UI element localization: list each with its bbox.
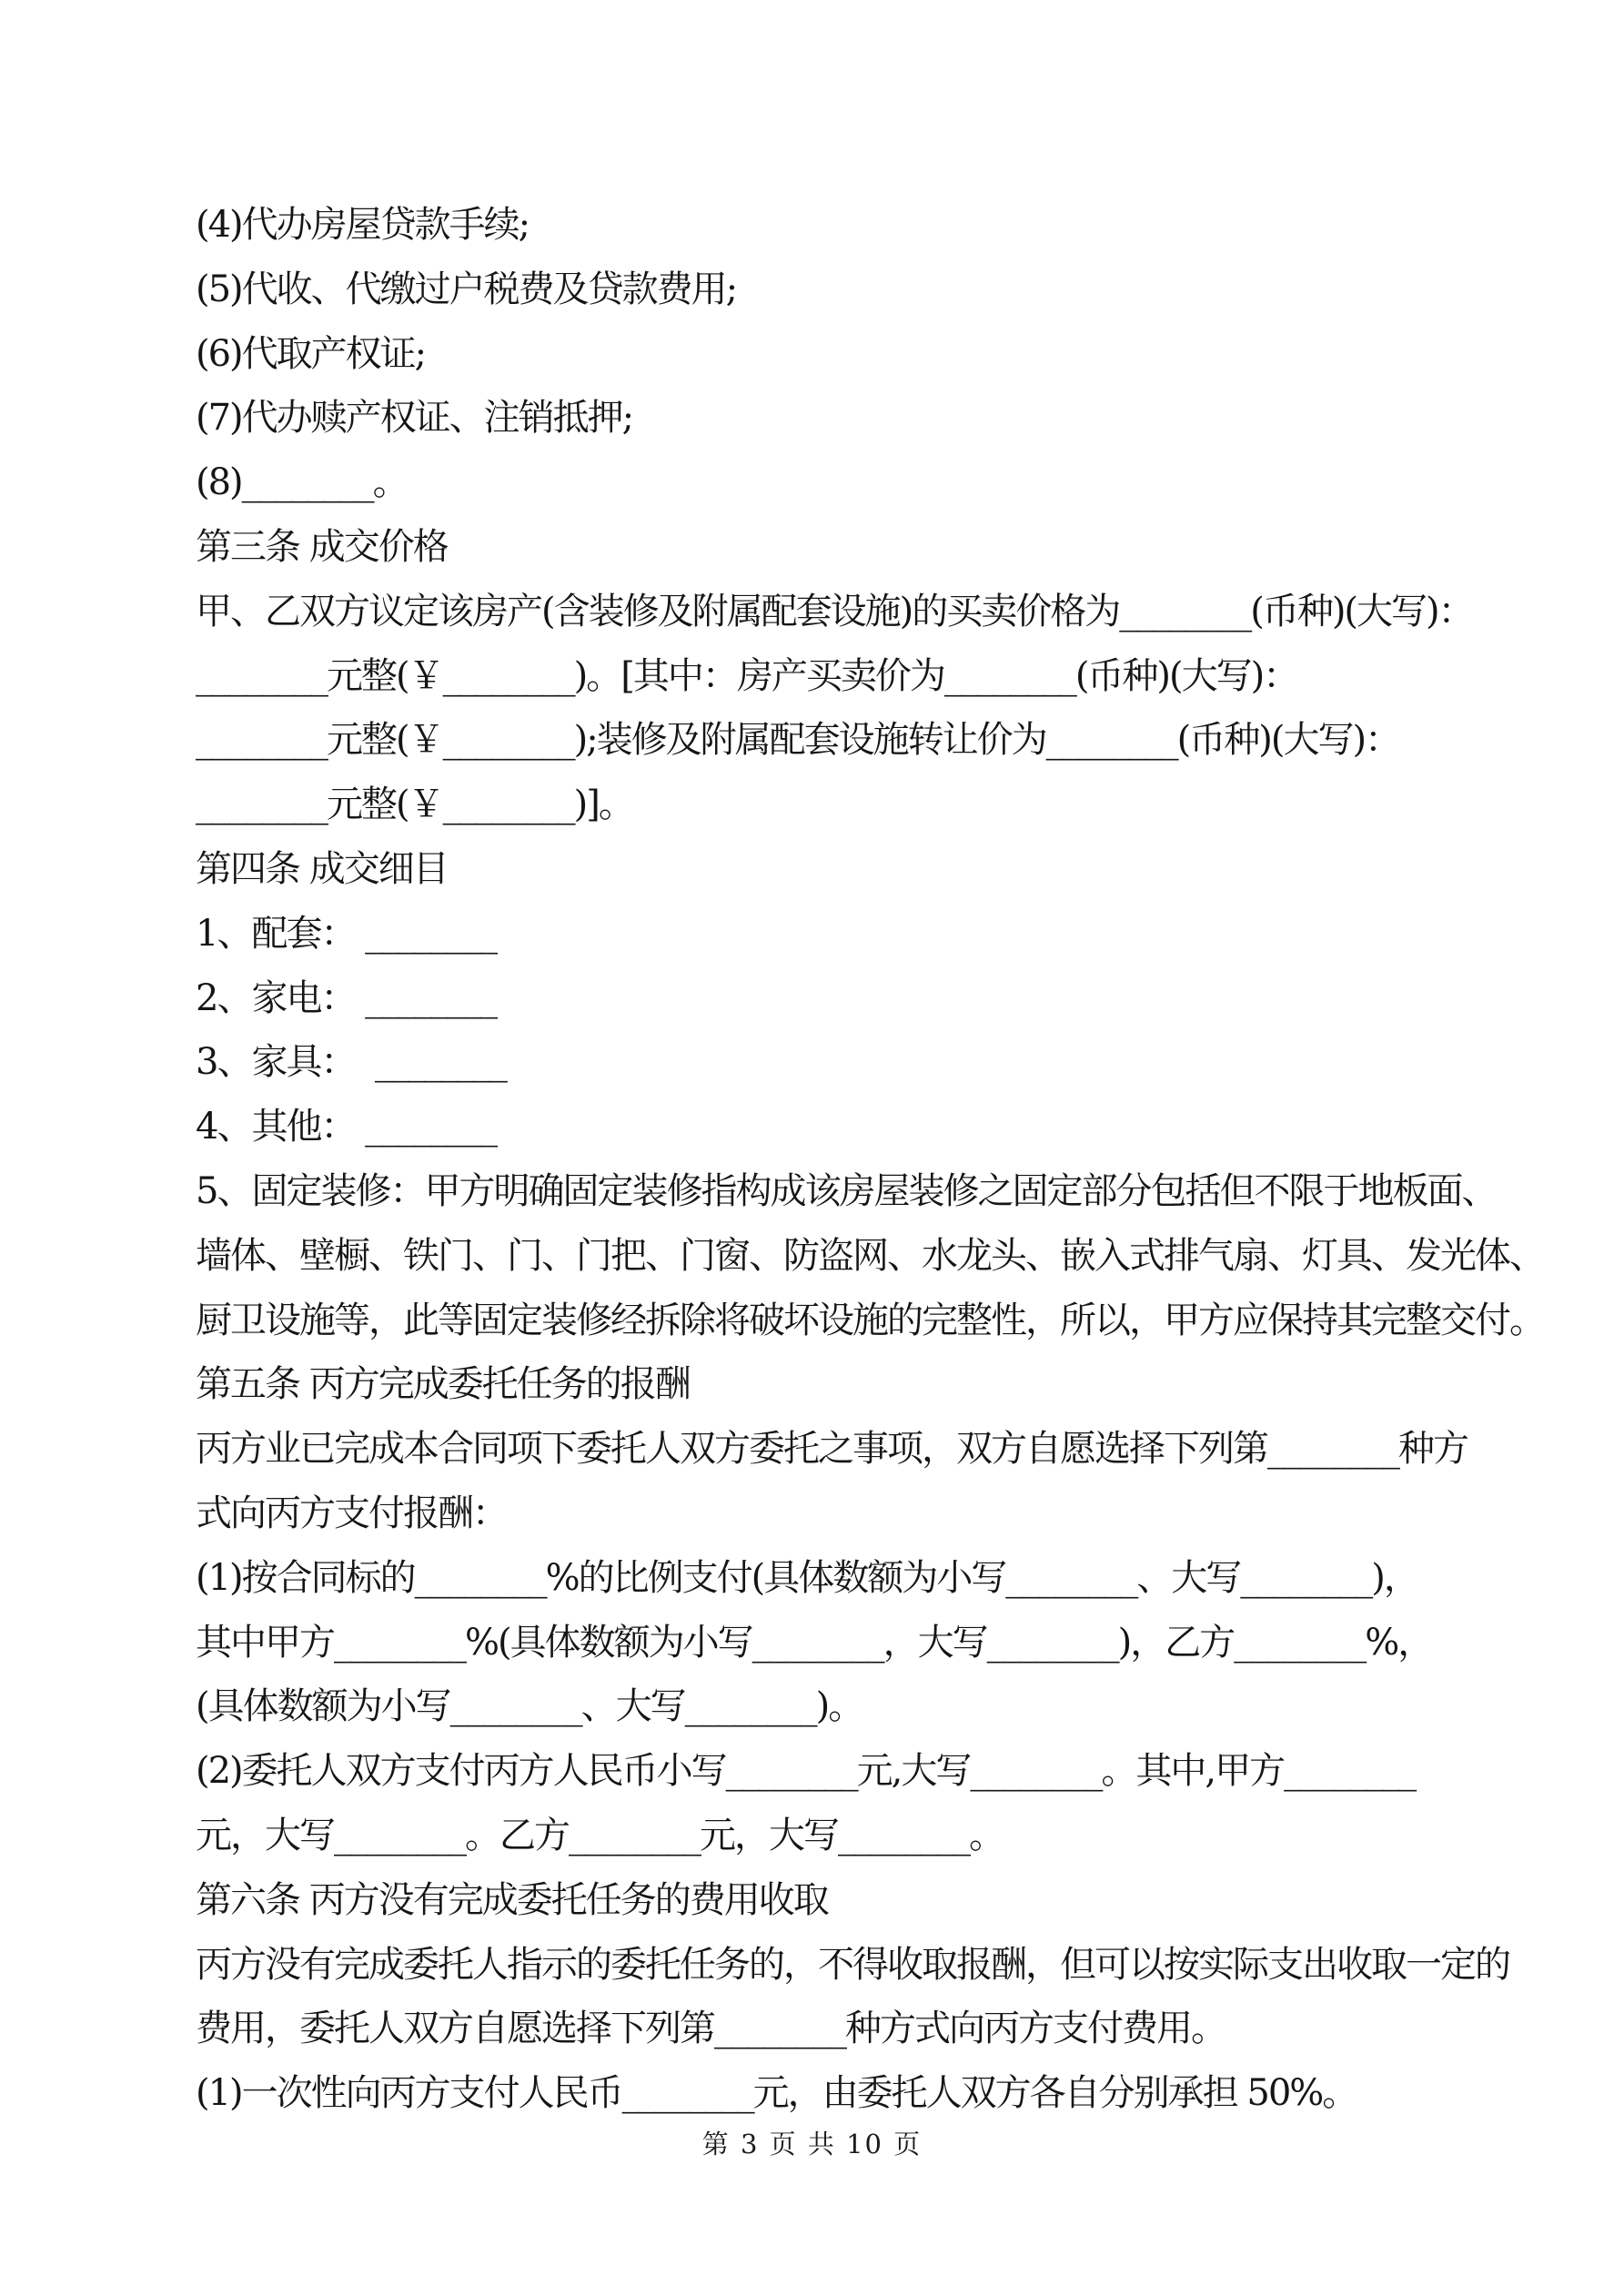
contract-line: (具体数额为小写________、大写________)。 [196, 1685, 863, 1728]
contract-line: (4)代办房屋贷款手续; [196, 204, 530, 246]
contract-line: (1)一次性向丙方支付人民币________元，由委托人双方各自分别承担 50%。 [196, 2072, 1357, 2115]
page-number: 第 3 页 共 10 页 [701, 2129, 923, 2159]
contract-body [196, 193, 1544, 2126]
contract-line: 5、固定装修：甲方明确固定装修指构成该房屋装修之固定部分包括但不限于地板面、 [196, 1169, 1497, 1212]
contract-line: 费用，委托人双方自愿选择下列第________种方式向丙方支付费用。 [196, 2008, 1226, 2050]
contract-line: 2、家电： ________ [196, 976, 497, 1019]
contract-line: 1、配套： ________ [196, 912, 497, 955]
contract-line: 3、家具： ________ [196, 1041, 506, 1084]
contract-line: (6)代取产权证; [196, 332, 426, 375]
contract-line: 其中甲方________%(具体数额为小写________，大写________)，乙方________%， [196, 1621, 1433, 1664]
contract-line: (1)按合同标的________%的比例支付(具体数额为小写________、大写________)， [196, 1556, 1418, 1599]
contract-line: ________元整(￥________)]。 [196, 784, 633, 826]
contract-line: 4、其他： ________ [196, 1106, 497, 1148]
contract-line: 元，大写________。乙方________元，大写________。 [196, 1814, 1004, 1856]
contract-line: (2)委托人双方支付丙方人民币小写________元,大写________。其中,甲方________ [196, 1750, 1416, 1793]
contract-line: 式向丙方支付报酬： [196, 1492, 507, 1534]
contract-line: 丙方业已完成本合同项下委托人双方委托之事项，双方自愿选择下列第________种方 [196, 1428, 1468, 1471]
section-heading: 第四条 成交细目 [196, 847, 448, 890]
section-heading: 第三条 成交价格 [196, 525, 448, 568]
contract-line: 甲、乙双方议定该房产(含装修及附属配套设施)的买卖价格为________(币种)(大写)： [196, 590, 1473, 632]
contract-line: (8)________。 [196, 461, 408, 504]
contract-line: (7)代办赎产权证、注销抵押; [196, 397, 633, 440]
contract-line: ________元整(￥________)。[其中：房产买卖价为________(币种)(大写)： [196, 654, 1298, 697]
section-heading: 第六条 丙方没有完成委托任务的费用收取 [196, 1878, 828, 1921]
contract-line: 厨卫设施等，此等固定装修经拆除将破坏设施的完整性，所以，甲方应保持其完整交付。 [196, 1299, 1544, 1341]
contract-line: 丙方没有完成委托人指示的委托任务的，不得收取报酬，但可以按实际支出收取一定的 [196, 1943, 1509, 1986]
contract-line: (5)代收、代缴过户税费及贷款费用; [196, 268, 737, 310]
contract-line: 墙体、壁橱、铁门、门、门把、门窗、防盗网、水龙头、嵌入式排气扇、灯具、发光体、 [196, 1234, 1544, 1277]
contract-line: ________元整(￥________);装修及附属配套设施转让价为________(币种)(大写)： [196, 719, 1400, 762]
section-heading: 第五条 丙方完成委托任务的报酬 [196, 1363, 690, 1406]
